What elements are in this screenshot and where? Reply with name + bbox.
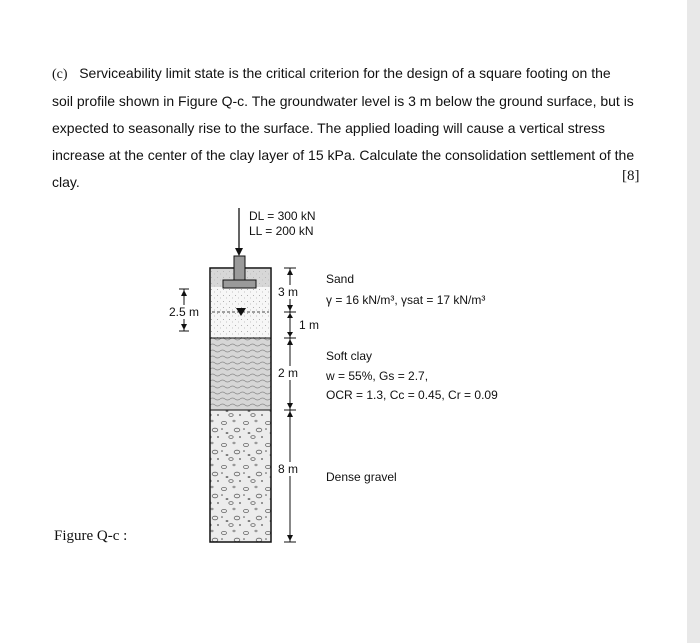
- load-arrowhead: [235, 248, 243, 256]
- gravel-layer: [210, 410, 271, 542]
- problem-line-3: expected to seasonally rise to the surface. The applied loading will cause a vertical stress: [52, 120, 606, 136]
- problem-line-4: increase at the center of the clay layer of 15 kPa. Calculate the consolidation settlement of the: [52, 147, 635, 163]
- clay-properties-2: OCR = 1.3, Cc = 0.45, Cr = 0.09: [326, 388, 498, 402]
- footing-depth-label: 2.5 m: [169, 305, 200, 319]
- sand-properties: γ = 16 kN/m³, γsat = 17 kN/m³: [326, 293, 486, 307]
- gravel-thickness-label: 8 m: [278, 462, 299, 476]
- wt-to-clay-label: 1 m: [299, 318, 320, 332]
- footing-column: [234, 256, 245, 280]
- footing-base: [223, 280, 256, 288]
- clay-properties-1: w = 55%, Gs = 2.7,: [326, 369, 429, 383]
- clay-thickness-label: 2 m: [278, 366, 299, 380]
- problem-line-2: soil profile shown in Figure Q-c. The groundwater level is 3 m below the ground surface, but is: [52, 93, 634, 109]
- dead-load-label: DL = 300 kN: [249, 209, 316, 223]
- sand-name: Sand: [326, 272, 355, 286]
- marks: [8]: [622, 168, 640, 184]
- clay-name: Soft clay: [326, 349, 373, 363]
- problem-line-1: (c) Serviceability limit state is the critical criterion for the design of a square footing on the: [52, 65, 611, 82]
- part-label: (c): [52, 67, 68, 82]
- live-load-label: LL = 200 kN: [249, 224, 314, 238]
- gravel-name: Dense gravel: [326, 470, 397, 484]
- sand-thickness-label: 3 m: [278, 285, 299, 299]
- problem-line-5: clay.: [52, 174, 80, 190]
- clay-layer: [210, 338, 271, 410]
- figure-label: Figure Q-c :: [54, 528, 128, 544]
